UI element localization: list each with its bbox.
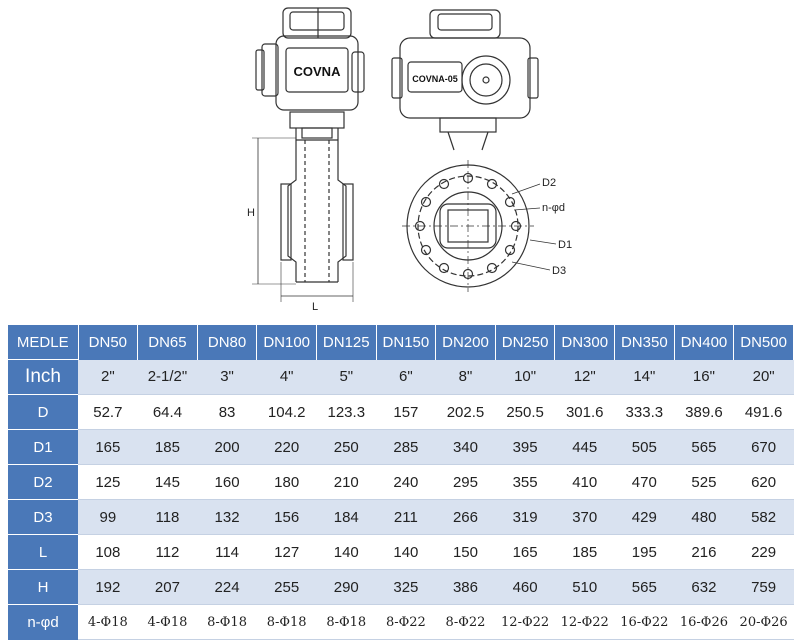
table-row — [8, 360, 794, 395]
row-label: Inch — [8, 360, 78, 395]
header-cell: DN50 — [78, 325, 138, 360]
header-cell: DN150 — [376, 325, 436, 360]
table-cell: 16-Φ26 — [674, 605, 734, 640]
table-cell: 104.2 — [257, 395, 317, 430]
table-cell: 140 — [316, 535, 376, 570]
label-d2: D2 — [542, 177, 557, 189]
table-row — [8, 535, 794, 570]
table-cell: 429 — [615, 500, 675, 535]
header-cell: DN400 — [674, 325, 734, 360]
table-cell: 83 — [197, 395, 257, 430]
table-cell: 195 — [615, 535, 675, 570]
right-logo: COVNA-05 — [412, 74, 458, 84]
table-cell: 211 — [376, 500, 436, 535]
table-cell: 180 — [257, 465, 317, 500]
table-cell: 510 — [555, 570, 615, 605]
table-cell: 99 — [78, 500, 138, 535]
table-cell: 240 — [376, 465, 436, 500]
table-cell: 12" — [555, 360, 615, 395]
table-cell: 14" — [615, 360, 675, 395]
table-cell: 301.6 — [555, 395, 615, 430]
table-cell: 220 — [257, 430, 317, 465]
table-cell: 582 — [734, 500, 794, 535]
table-cell: 200 — [197, 430, 257, 465]
header-cell: DN80 — [197, 325, 257, 360]
label-npd: n-φd — [542, 202, 566, 214]
table-cell: 340 — [436, 430, 496, 465]
header-cell: DN125 — [316, 325, 376, 360]
table-cell: 5" — [316, 360, 376, 395]
table-cell: 4" — [257, 360, 317, 395]
table-cell: 16-Φ22 — [615, 605, 675, 640]
header-cell: DN350 — [615, 325, 675, 360]
table-cell: 333.3 — [615, 395, 675, 430]
table-cell: 8-Φ22 — [376, 605, 436, 640]
table-cell: 480 — [674, 500, 734, 535]
table-cell: 16" — [674, 360, 734, 395]
dim-l-label: L — [312, 301, 319, 313]
left-valve-body — [252, 138, 353, 302]
table-cell: 525 — [674, 465, 734, 500]
table-cell: 165 — [78, 430, 138, 465]
table-row — [8, 605, 794, 640]
table-cell: 184 — [316, 500, 376, 535]
header-corner: MEDLE — [8, 325, 78, 360]
table-cell: 108 — [78, 535, 138, 570]
table-cell: 319 — [495, 500, 555, 535]
table-cell: 114 — [197, 535, 257, 570]
table-cell: 8" — [436, 360, 496, 395]
table-cell: 4-Φ18 — [138, 605, 198, 640]
table-cell: 290 — [316, 570, 376, 605]
table-cell: 112 — [138, 535, 198, 570]
table-cell: 207 — [138, 570, 198, 605]
table-cell: 370 — [555, 500, 615, 535]
table-cell: 355 — [495, 465, 555, 500]
table-cell: 12-Φ22 — [555, 605, 615, 640]
table-cell: 12-Φ22 — [495, 605, 555, 640]
table-header-row — [8, 325, 794, 360]
table-cell: 64.4 — [138, 395, 198, 430]
table-cell: 229 — [734, 535, 794, 570]
table-cell: 10" — [495, 360, 555, 395]
table-cell: 8-Φ18 — [197, 605, 257, 640]
table-cell: 185 — [555, 535, 615, 570]
table-cell: 3" — [197, 360, 257, 395]
table-cell: 285 — [376, 430, 436, 465]
table-cell: 140 — [376, 535, 436, 570]
table-row — [8, 430, 794, 465]
table-cell: 160 — [197, 465, 257, 500]
table-cell: 395 — [495, 430, 555, 465]
table-row — [8, 395, 794, 430]
table-cell: 216 — [674, 535, 734, 570]
dim-h-label: H — [247, 207, 255, 219]
table-cell: 156 — [257, 500, 317, 535]
table-cell: 185 — [138, 430, 198, 465]
row-label: D1 — [8, 430, 78, 465]
table-cell: 6" — [376, 360, 436, 395]
label-d3: D3 — [552, 265, 567, 277]
table-cell: 565 — [674, 430, 734, 465]
header-cell: DN300 — [555, 325, 615, 360]
table-row — [8, 570, 794, 605]
header-cell: DN65 — [138, 325, 198, 360]
table-cell: 118 — [138, 500, 198, 535]
table-cell: 250 — [316, 430, 376, 465]
table-cell: 2-1/2" — [138, 360, 198, 395]
table-cell: 505 — [615, 430, 675, 465]
table-cell: 150 — [436, 535, 496, 570]
table-cell: 132 — [197, 500, 257, 535]
table-cell: 123.3 — [316, 395, 376, 430]
table-cell: 670 — [734, 430, 794, 465]
table-cell: 410 — [555, 465, 615, 500]
header-cell: DN200 — [436, 325, 496, 360]
header-cell: DN100 — [257, 325, 317, 360]
table-cell: 620 — [734, 465, 794, 500]
spec-table — [8, 325, 794, 640]
header-cell: DN250 — [495, 325, 555, 360]
table-cell: 295 — [436, 465, 496, 500]
table-cell: 386 — [436, 570, 496, 605]
table-cell: 491.6 — [734, 395, 794, 430]
table-cell: 2" — [78, 360, 138, 395]
row-label: H — [8, 570, 78, 605]
row-label: n-φd — [8, 605, 78, 640]
table-cell: 210 — [316, 465, 376, 500]
table-cell: 445 — [555, 430, 615, 465]
table-cell: 202.5 — [436, 395, 496, 430]
header-cell: DN500 — [734, 325, 794, 360]
table-cell: 8-Φ18 — [257, 605, 317, 640]
table-cell: 759 — [734, 570, 794, 605]
table-cell: 157 — [376, 395, 436, 430]
table-cell: 52.7 — [78, 395, 138, 430]
table-cell: 20" — [734, 360, 794, 395]
table-row — [8, 465, 794, 500]
table-cell: 192 — [78, 570, 138, 605]
table-cell: 460 — [495, 570, 555, 605]
row-label: D — [8, 395, 78, 430]
row-label: L — [8, 535, 78, 570]
label-d1: D1 — [558, 239, 573, 251]
row-label: D3 — [8, 500, 78, 535]
table-cell: 255 — [257, 570, 317, 605]
table-cell: 4-Φ18 — [78, 605, 138, 640]
table-cell: 8-Φ18 — [316, 605, 376, 640]
row-label: D2 — [8, 465, 78, 500]
table-cell: 266 — [436, 500, 496, 535]
left-logo: COVNA — [293, 64, 341, 79]
right-flange — [402, 160, 556, 292]
table-cell: 127 — [257, 535, 317, 570]
valve-drawing — [0, 0, 800, 318]
table-cell: 165 — [495, 535, 555, 570]
table-cell: 325 — [376, 570, 436, 605]
table-cell: 470 — [615, 465, 675, 500]
table-cell: 125 — [78, 465, 138, 500]
table-row — [8, 500, 794, 535]
table-cell: 145 — [138, 465, 198, 500]
table-cell: 20-Φ26 — [734, 605, 794, 640]
table-cell: 8-Φ22 — [436, 605, 496, 640]
table-cell: 389.6 — [674, 395, 734, 430]
table-cell: 565 — [615, 570, 675, 605]
table-cell: 224 — [197, 570, 257, 605]
table-cell: 632 — [674, 570, 734, 605]
table-cell: 250.5 — [495, 395, 555, 430]
